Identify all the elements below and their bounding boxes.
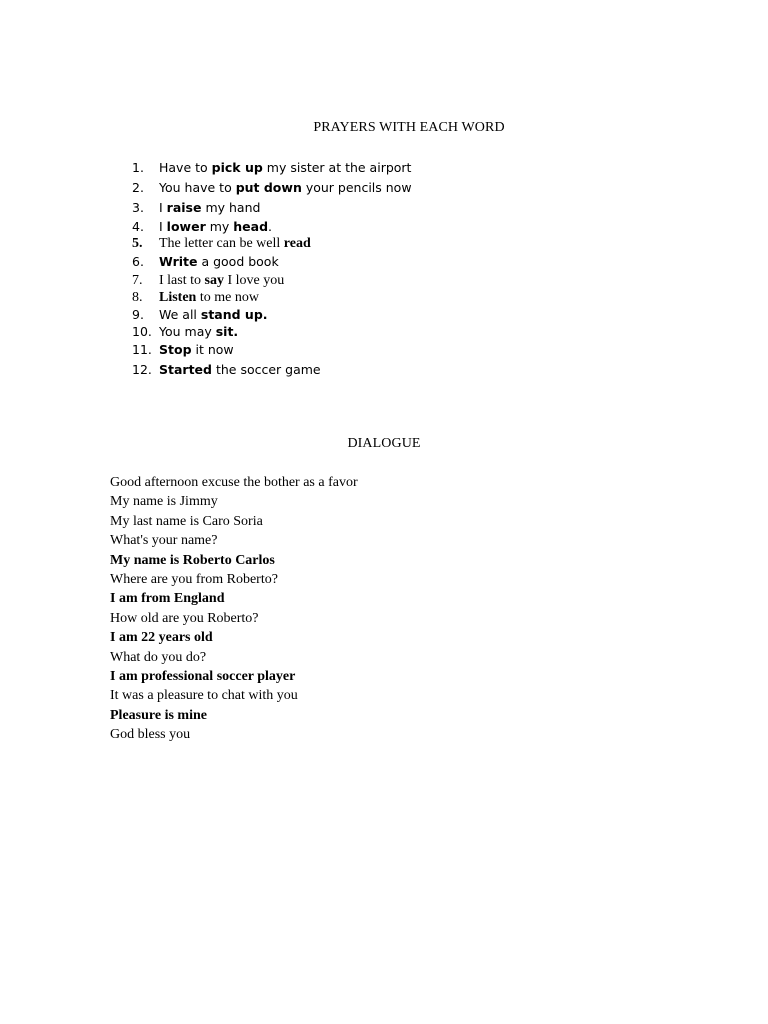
list-item-text [159, 289, 259, 307]
text-fragment: the soccer game [211, 362, 321, 377]
text-fragment: We all [159, 307, 201, 322]
keyword: Listen [159, 290, 197, 305]
keyword: pick up [211, 160, 263, 175]
list-item-text [159, 361, 321, 379]
text-fragment: it now [191, 342, 234, 357]
text-fragment: a good book [197, 254, 279, 269]
list-item-number: 3. [132, 200, 144, 215]
text-fragment: I [159, 219, 167, 234]
list-item-number: 8. [132, 290, 143, 305]
list-item-number: 4. [132, 219, 144, 234]
text-fragment: You have to [159, 180, 236, 195]
keyword: say [204, 273, 224, 288]
dialogue-line: Where are you from Roberto? [110, 572, 278, 588]
dialogue-line: My name is Jimmy [110, 494, 218, 510]
list-item-text [159, 199, 260, 217]
keyword: Started [159, 362, 212, 377]
keyword: lower [166, 219, 206, 234]
dialogue-reply: I am from England [110, 591, 225, 607]
list-item-text [159, 253, 279, 271]
keyword: sit. [215, 324, 239, 339]
page-title: PRAYERS WITH EACH WORD [313, 120, 505, 135]
text-fragment: your pencils now [301, 180, 412, 195]
list-item-number: 9. [132, 307, 144, 322]
list-item-number: 10. [132, 324, 152, 339]
dialogue-line: What do you do? [110, 649, 207, 665]
keyword: Write [159, 254, 198, 269]
list-item-number: 1. [132, 160, 144, 175]
keyword: read [283, 236, 311, 251]
text-fragment: to me now [196, 290, 259, 305]
keyword: Stop [159, 342, 192, 357]
list-item-number: 11. [132, 342, 152, 357]
list-item-text [159, 179, 412, 197]
list-item-text [159, 235, 311, 253]
dialogue-reply: Pleasure is mine [110, 707, 207, 723]
text-fragment: I [159, 200, 167, 215]
list-item-number: 12. [132, 362, 152, 377]
text-fragment: . [268, 219, 273, 234]
text-fragment: I love you [223, 273, 285, 288]
keyword: stand up. [200, 307, 268, 322]
dialogue-line: It was a pleasure to chat with you [110, 688, 298, 704]
keyword: put down [235, 180, 302, 195]
dialogue-line: How old are you Roberto? [110, 610, 259, 626]
dialogue-block [110, 473, 358, 745]
list-item-number: 5. [132, 236, 143, 251]
text-fragment: my sister at the airport [262, 160, 412, 175]
text-fragment: my [205, 219, 234, 234]
text-fragment: You may [159, 324, 216, 339]
keyword: raise [166, 200, 202, 215]
text-fragment: my hand [201, 200, 261, 215]
list-item-text [159, 341, 234, 359]
dialogue-line: What's your name? [110, 533, 218, 549]
dialogue-line: Good afternoon excuse the bother as a favor [110, 475, 358, 490]
text-fragment: I last to [159, 273, 205, 288]
dialogue-reply: My name is Roberto Carlos [110, 552, 275, 568]
keyword: head [233, 219, 269, 234]
list-item-number: 7. [132, 273, 143, 288]
list-item-text [159, 323, 238, 341]
list-item-number: 6. [132, 254, 144, 269]
list-item-text [159, 272, 284, 290]
list-item-text [159, 218, 272, 236]
dialogue-title: DIALOGUE [347, 436, 421, 451]
dialogue-line: God bless you [110, 727, 191, 743]
text-fragment: The letter can be well [159, 236, 284, 251]
dialogue-line: My last name is Caro Soria [110, 513, 263, 529]
dialogue-reply: I am 22 years old [110, 630, 213, 646]
list-item-text [159, 159, 411, 177]
dialogue-reply: I am professional soccer player [110, 669, 296, 685]
text-fragment: Have to [159, 160, 212, 175]
list-item-number: 2. [132, 180, 144, 195]
list-item-text [159, 306, 268, 324]
